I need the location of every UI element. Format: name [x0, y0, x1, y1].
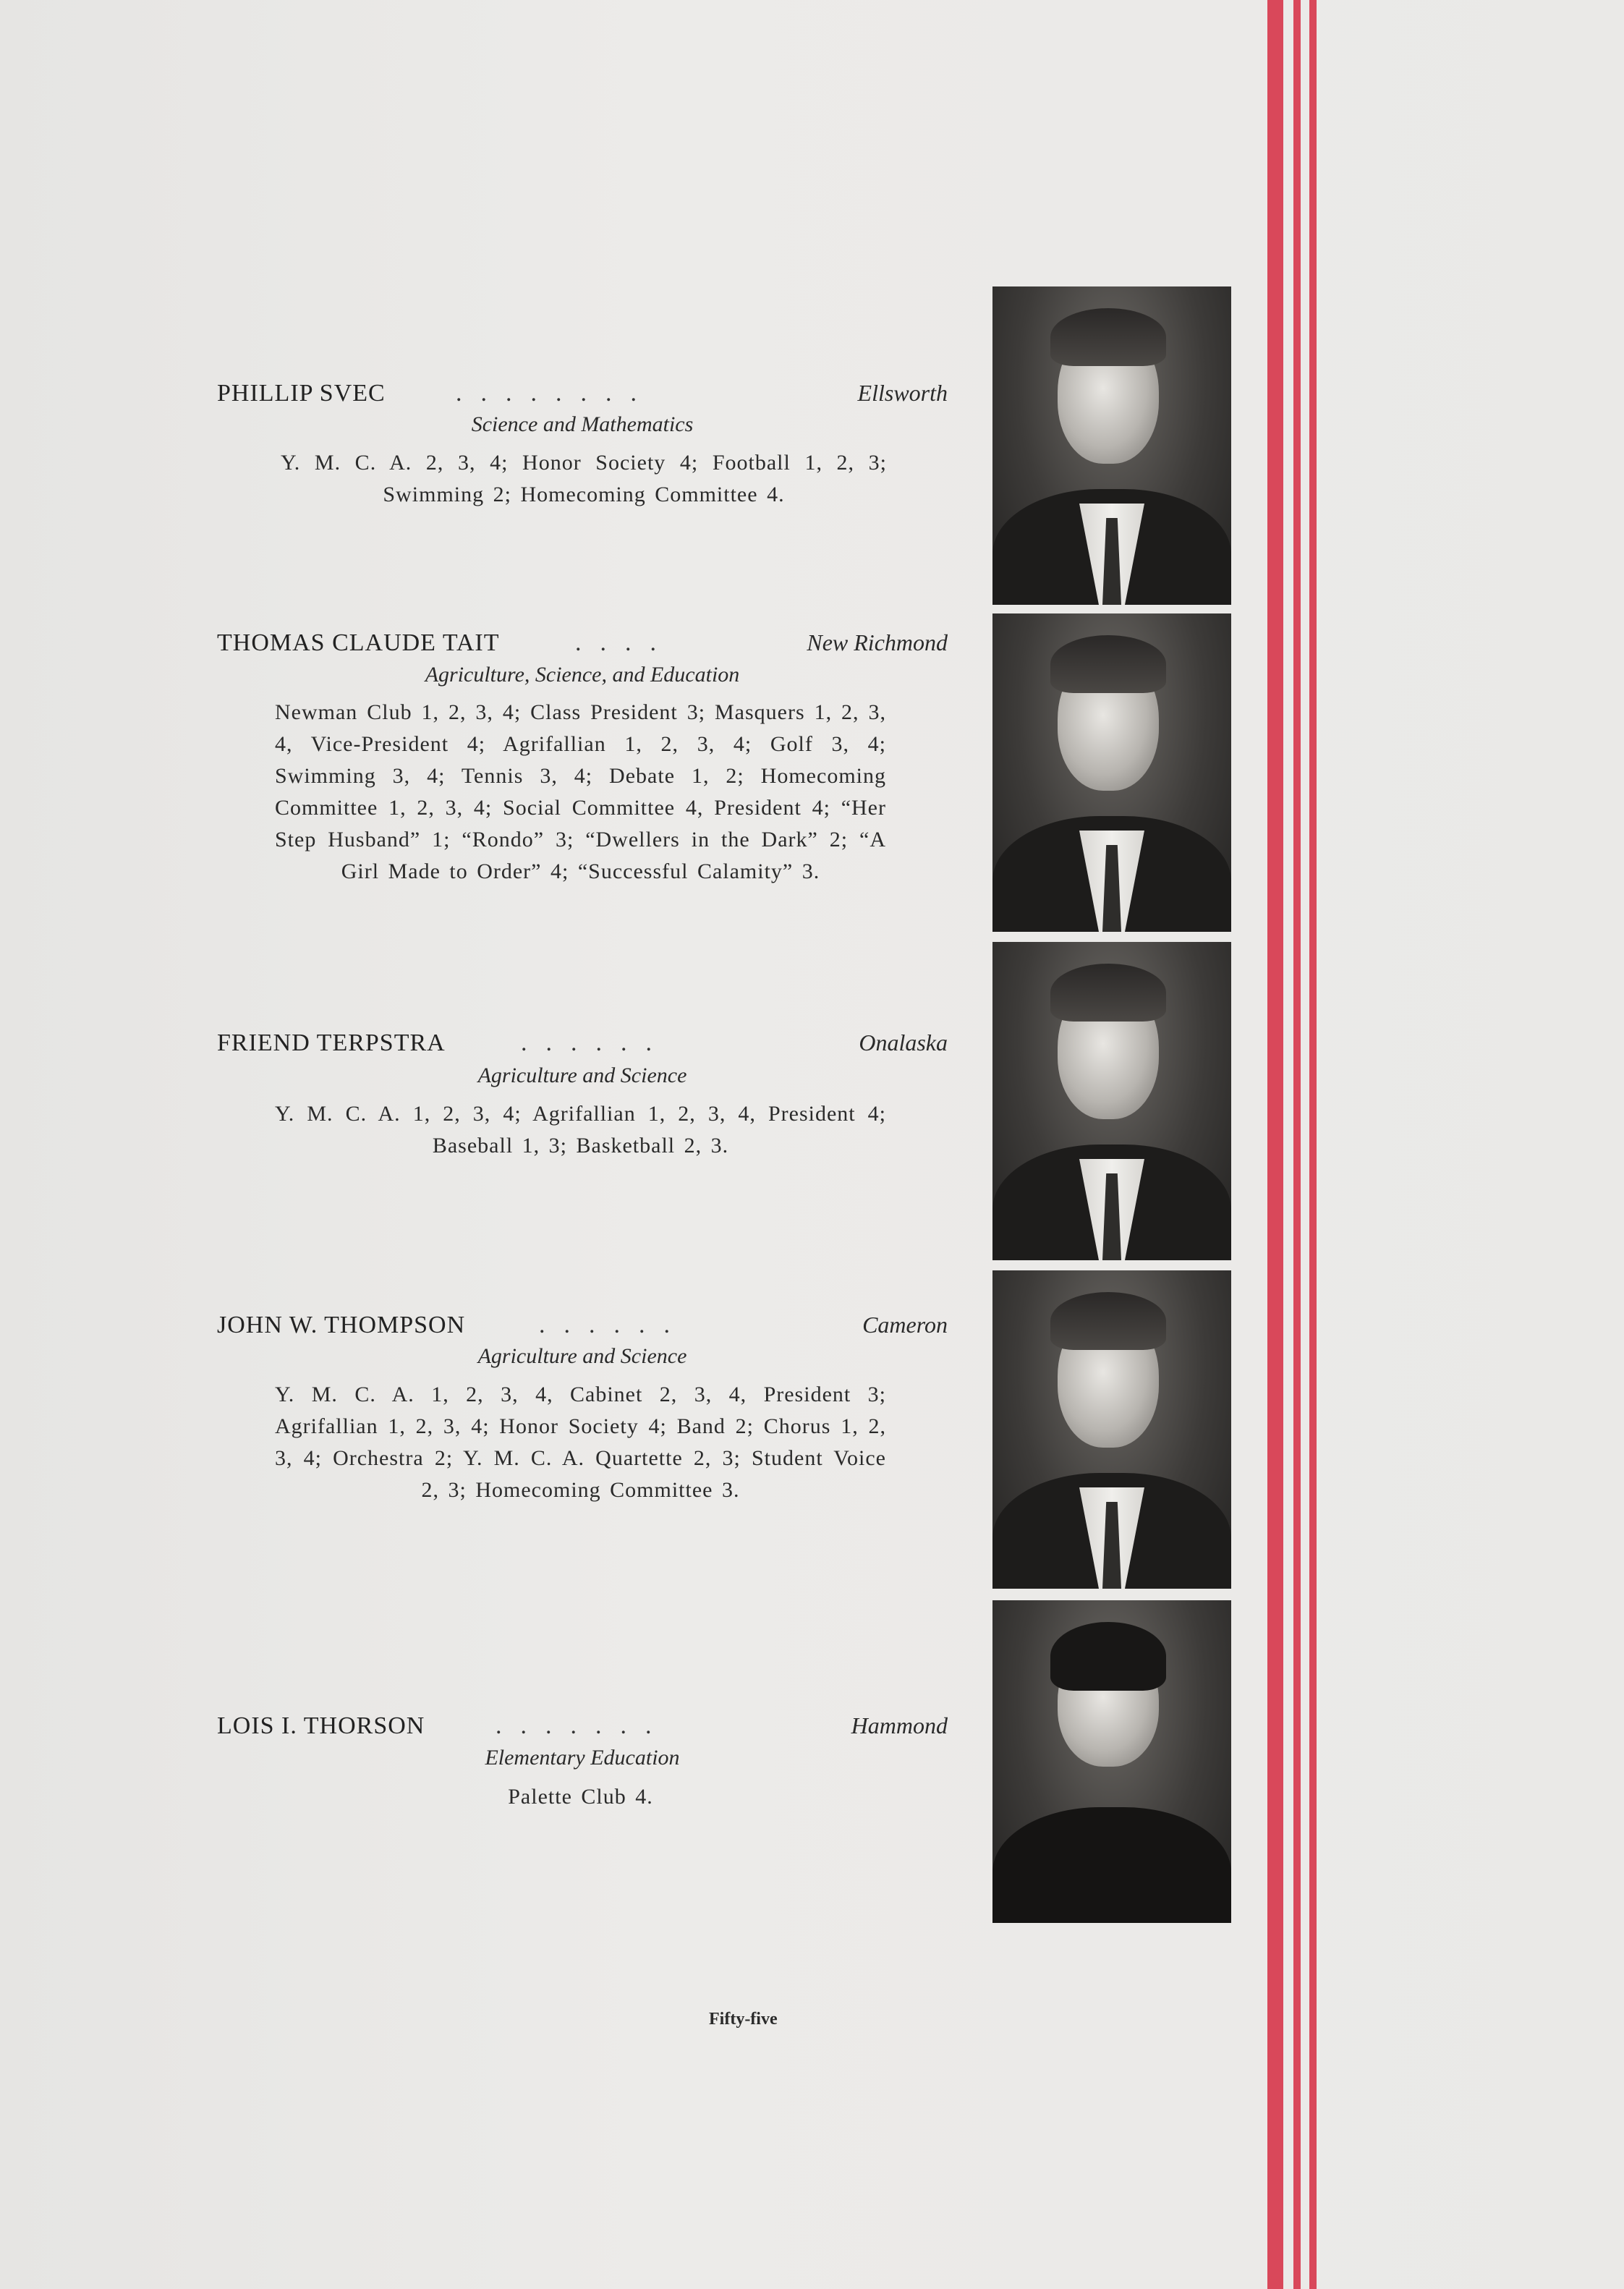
student-name: THOMAS CLAUDE TAIT — [217, 629, 500, 656]
activities: Y. M. C. A. 2, 3, 4; Honor Society 4; Football 1, 2, 3; Swimming 2; Homecoming Committee 4. — [281, 451, 887, 506]
student-portrait — [992, 1600, 1231, 1923]
name-row — [217, 1312, 948, 1348]
student-portrait — [992, 1270, 1231, 1589]
hometown: Hammond — [851, 1712, 948, 1738]
hometown: Cameron — [862, 1312, 948, 1338]
hometown: Onalaska — [859, 1029, 948, 1056]
leader-dots: ....... — [496, 1712, 671, 1739]
name-row — [217, 1029, 948, 1066]
student-portrait — [992, 942, 1231, 1260]
hometown: New Richmond — [807, 629, 948, 655]
name-row — [217, 629, 948, 666]
hometown: Ellsworth — [857, 380, 948, 406]
major: Agriculture and Science — [477, 1344, 687, 1368]
leader-dots: .... — [575, 629, 675, 656]
red-stripe-narrow-1 — [1293, 0, 1301, 2289]
leader-dots: ...... — [539, 1312, 689, 1338]
red-stripe-narrow-2 — [1309, 0, 1317, 2289]
activities: Palette Club 4. — [508, 1785, 653, 1809]
student-name: FRIEND TERPSTRA — [217, 1029, 446, 1056]
student-name: LOIS I. THORSON — [217, 1712, 425, 1739]
page-number: Fifty-five — [709, 2010, 778, 2029]
activities: Newman Club 1, 2, 3, 4; Class President 3; Masquers 1, 2, 3, 4, Vice-President 4; Agrifallian 1, 2, 3, 4; Golf 3, 4; Swimming 3, 4; Tennis 3, 4; Debate 1, 2; Homecoming Committee 1, 2, 3, 4; Social Committee 4, President 4; “Her Step Husband” 1; “Rondo” 3; “Dwellers in the Dark” 2; “A Girl Made to Order” 4; “Successful Calamity” 3. — [275, 700, 886, 883]
activities: Y. M. C. A. 1, 2, 3, 4, Cabinet 2, 3, 4, President 3; Agrifallian 1, 2, 3, 4; Honor Society 4; Band 2; Chorus 1, 2, 3, 4; Orchestra 2; Y. M. C. A. Quartette 2, 3; Student Voice 2, 3; Homecoming Committee 3. — [275, 1383, 886, 1502]
activities: Y. M. C. A. 1, 2, 3, 4; Agrifallian 1, 2, 3, 4, President 4; Baseball 1, 3; Basketball 2, 3. — [275, 1102, 886, 1158]
student-name: JOHN W. THOMPSON — [217, 1312, 466, 1338]
student-name: PHILLIP SVEC — [217, 380, 386, 407]
red-stripe-wide — [1267, 0, 1283, 2289]
name-row — [217, 1712, 948, 1749]
major: Science and Mathematics — [471, 412, 694, 436]
leader-dots: ........ — [456, 380, 655, 407]
name-row — [217, 380, 948, 416]
student-portrait — [992, 286, 1231, 605]
leader-dots: ...... — [521, 1029, 671, 1056]
major: Agriculture, Science, and Education — [425, 663, 740, 687]
student-portrait — [992, 613, 1231, 932]
major: Agriculture and Science — [477, 1063, 687, 1087]
major: Elementary Education — [485, 1746, 680, 1770]
